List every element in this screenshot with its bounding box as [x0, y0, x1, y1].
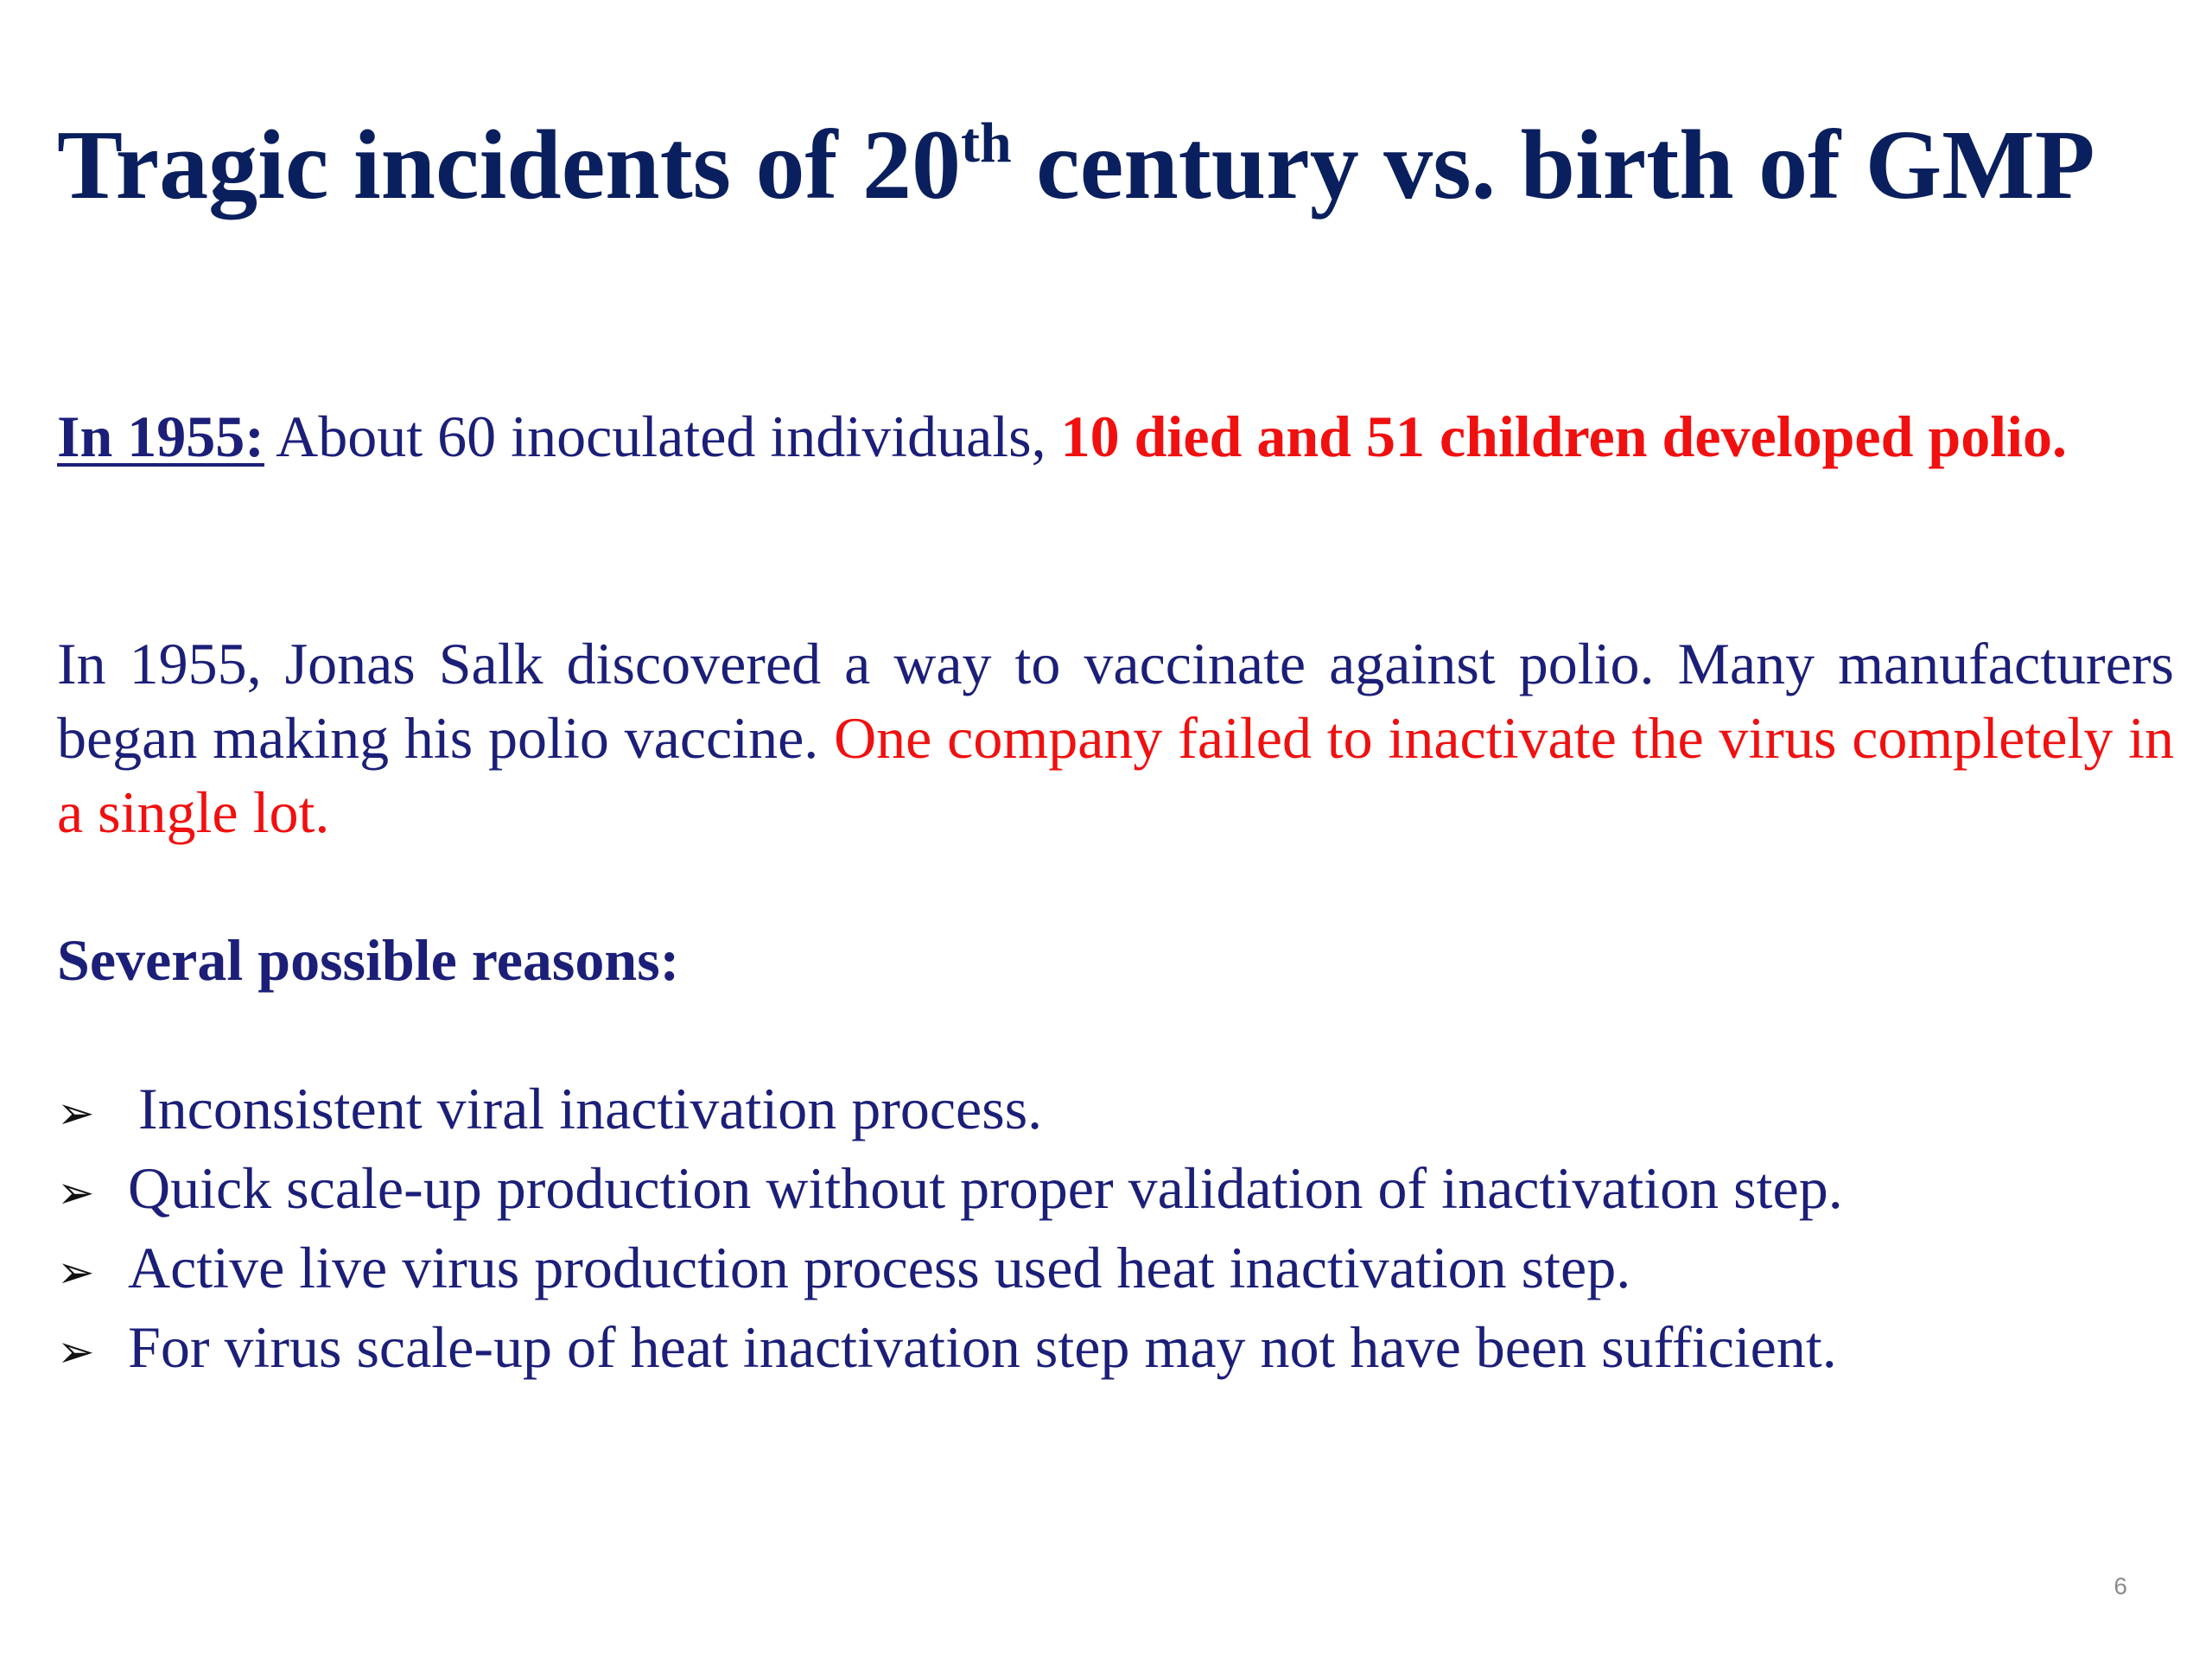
bullet-text: For virus scale-up of heat inactivation step may not have been sufficient.	[128, 1314, 1837, 1380]
list-item	[57, 1151, 1843, 1230]
slide-title	[57, 111, 2095, 219]
paragraph-1955-incident	[57, 399, 2174, 474]
title-part-1: Tragic incidents of 20	[57, 110, 961, 219]
reasons-list	[57, 1071, 1843, 1389]
arrowhead-bullet-icon: ➢	[57, 1326, 95, 1378]
paragraph-lead-year: In 1955:	[57, 404, 264, 469]
paragraph-salk-highlight: One company failed to inactivate the virus completely in a single lot.	[57, 705, 2175, 845]
bullet-text: Quick scale-up production without proper validation of inactivation step.	[128, 1155, 1843, 1221]
page-number: 6	[2113, 1573, 2127, 1599]
paragraph-salk-text: In 1955, Jonas Salk discovered a way to vaccinate against polio. Many manufacturers began making his polio vaccine.	[57, 631, 2174, 771]
bullet-text: Active live virus production process used heat inactivation step.	[128, 1235, 1631, 1300]
arrowhead-bullet-icon: ➢	[57, 1088, 95, 1140]
list-item	[57, 1230, 1843, 1310]
title-superscript: th	[960, 111, 1012, 175]
paragraph-1955-text: About 60 inoculated individuals,	[264, 404, 1061, 469]
title-part-2: century vs. birth of GMP	[1011, 110, 2095, 219]
reasons-heading: Several possible reasons:	[57, 927, 680, 993]
bullet-text: Inconsistent viral inactivation process.	[138, 1076, 1043, 1141]
paragraph-1955-highlight: 10 died and 51 children developed polio.	[1060, 404, 2068, 469]
paragraph-salk-vaccine	[57, 626, 2174, 849]
arrowhead-bullet-icon: ➢	[57, 1167, 95, 1219]
list-item	[57, 1071, 1843, 1151]
arrowhead-bullet-icon: ➢	[57, 1247, 95, 1299]
list-item	[57, 1310, 1843, 1389]
